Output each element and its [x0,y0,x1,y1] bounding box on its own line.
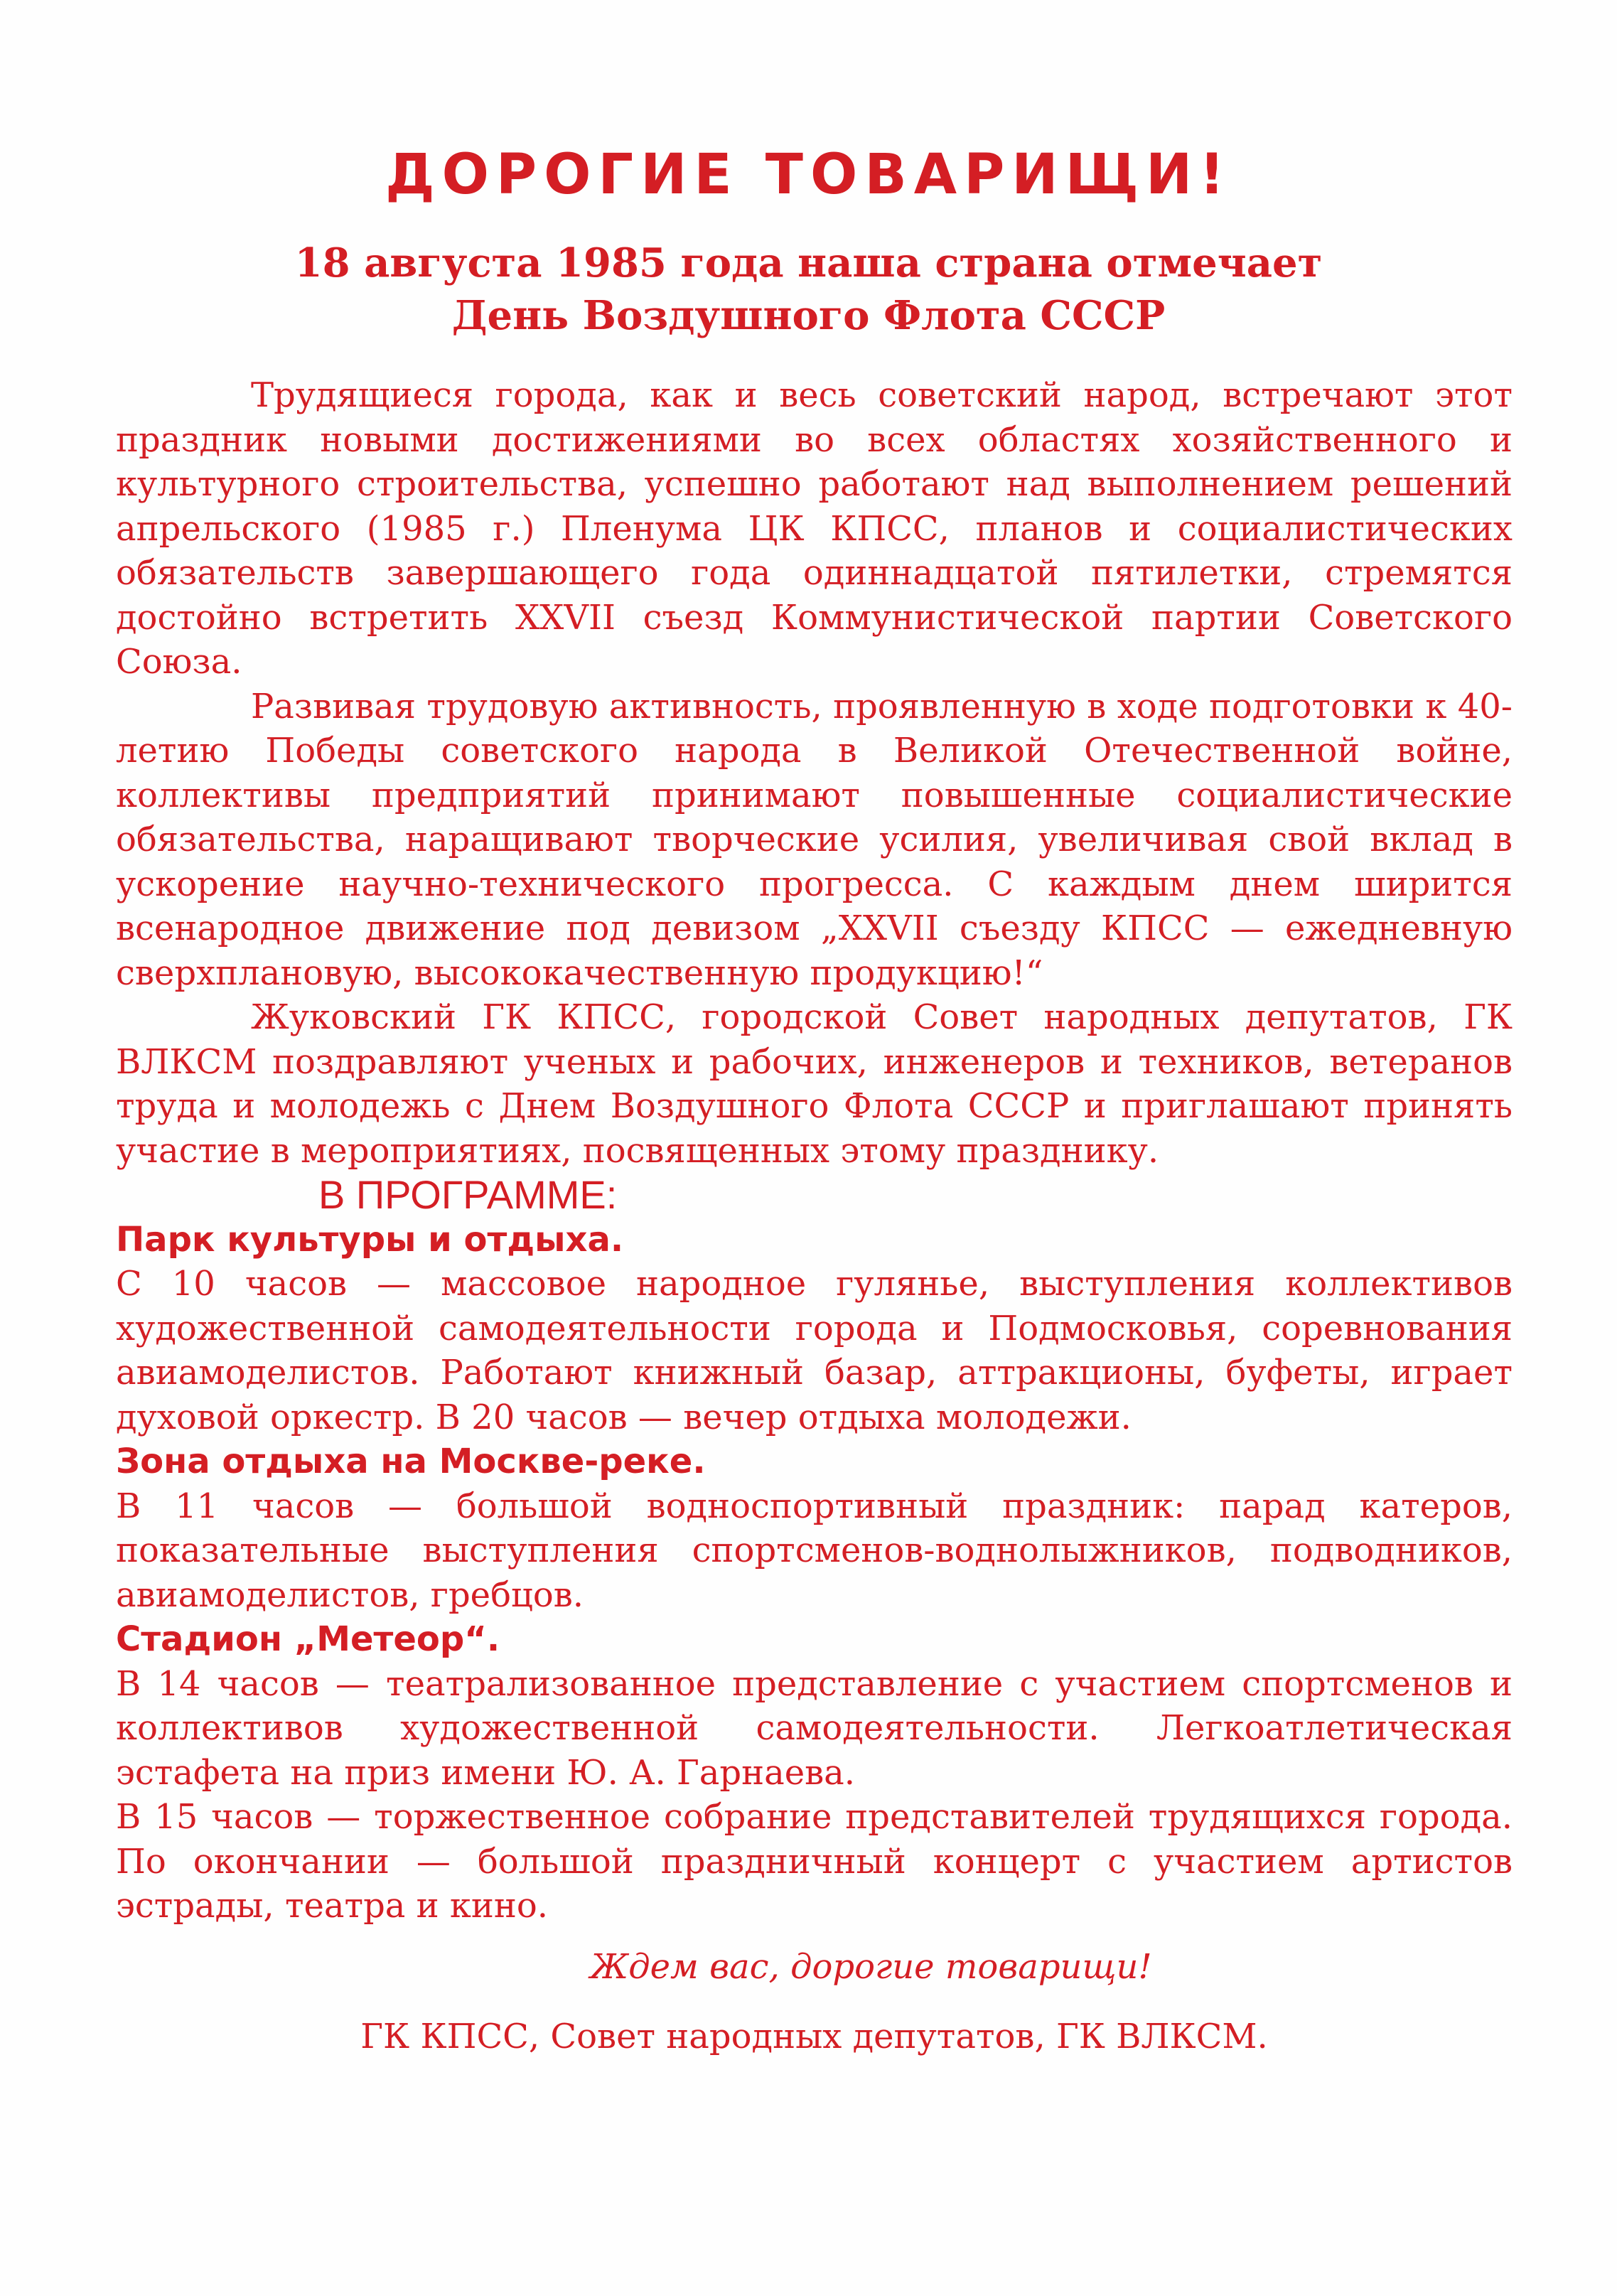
subtitle-holiday: День Воздушного Флота СССР [451,292,1166,339]
document-body [116,373,1513,2062]
section-heading-stadium: Стадион „Метеор“. [116,1619,500,1659]
paragraph-intro: Трудящиеся города, как и весь советский народ, встречают этот праздник новыми достижениями во всех областях хозяйственного и культурного строительства, успешно работают над выполнением решений апрельского (1985 г.) Пленума ЦК КПСС, планов и социалистических обязательств завершающего года одиннадцатой пятилетки, стремятся достойно встретить XXVII съезд Коммунистической партии Советского Союза. [116,375,1513,682]
section-text-stadium-meeting: В 15 часов — торжественное собрание представителей трудящихся города. По окончании — большой праздничный концерт с участием артистов эстрады, театра и кино. [116,1797,1513,1926]
paragraph-greetings: Жуковский ГК КПСС, городской Совет народных депутатов, ГК ВЛКСМ поздравляют ученых и рабочих, инженеров и техников, ветеранов труда и молодежь с Днем Воздушного Флота СССР и приглашают принять участие в мероприятиях, посвященных этому празднику. [116,997,1513,1171]
program-heading: В ПРОГРАММЕ: [318,1172,618,1217]
section-heading-park: Парк культуры и отдыха. [116,1219,624,1260]
signature: ГК КПСС, Совет народных депутатов, ГК ВЛКСМ. [360,2016,1268,2056]
section-text-park: С 10 часов — массовое народное гулянье, выступления коллективов художественной самодеятельности города и Подмосковья, соревнования авиамоделистов. Работают книжный базар, аттракционы, буфеты, играет духовой оркестр. В 20 часов — вечер отдыха молодежи. [116,1264,1513,1437]
paragraph-achievements: Развивая трудовую активность, проявленную в ходе подготовки к 40-летию Победы советского народа в Великой Отечественной войне, коллективы предприятий принимают повышенные социалистические обязательства, наращивают творческие усилия, увеличивая свой вклад в ускорение научно-технического прогресса. С каждым днем ширится всенародное движение под девизом „XXVII съезду КПСС — ежедневную сверхплановую, высококачественную продукцию!“ [116,686,1513,993]
page-title: ДОРОГИЕ ТОВАРИЩИ! [385,143,1232,207]
section-text-stadium-show: В 14 часов — театрализованное представление с участием спортсменов и коллективов художественной самодеятельности. Легкоатлетическая эстафета на приз имени Ю. А. Гарнаева. [116,1663,1513,1793]
section-text-river: В 11 часов — большой водноспортивный праздник: парад катеров, показательные выступления спортсменов-воднолыжников, подводников, авиамоделистов, гребцов. [116,1486,1513,1615]
closing-line: Ждем вас, дорогие товарищи! [590,1946,1152,1987]
section-heading-river: Зона отдыха на Москве-реке. [116,1442,706,1481]
subtitle-date: 18 августа 1985 года наша страна отмечает [294,240,1323,286]
